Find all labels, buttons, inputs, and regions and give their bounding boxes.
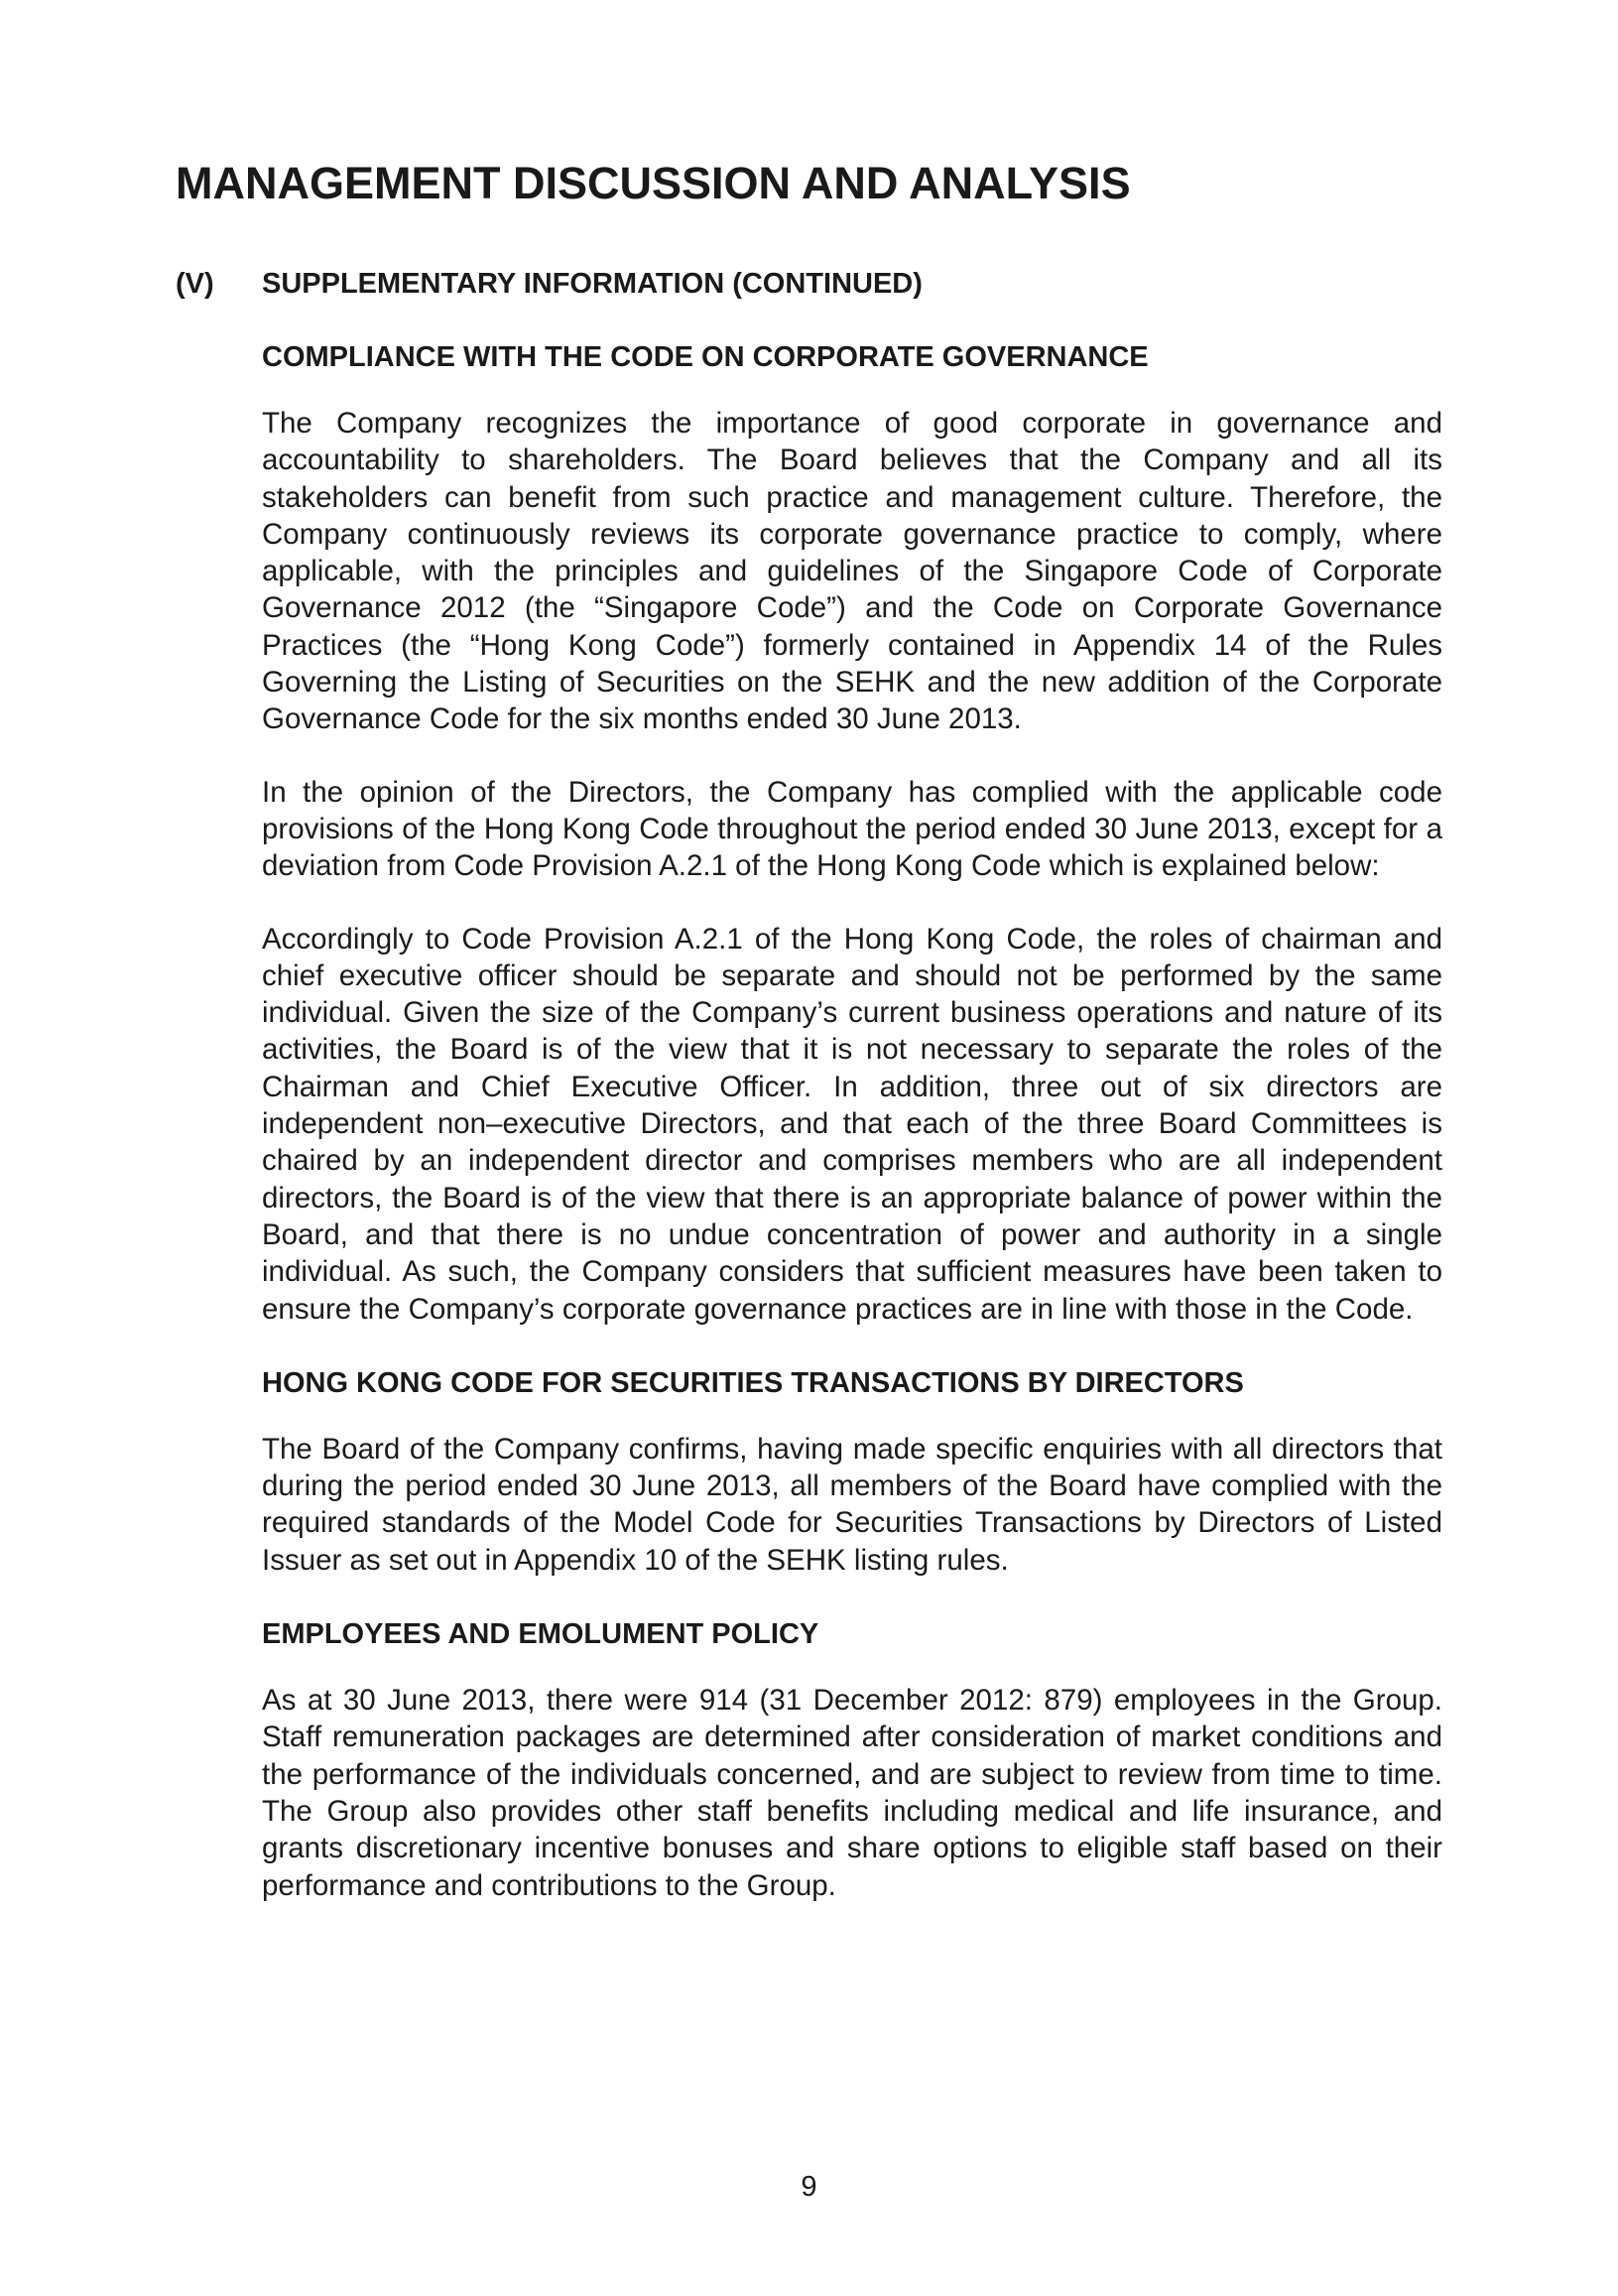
paragraph-model-code: The Board of the Company confirms, having made specific enquiries with all directors that during the period ended 30 June 2013, all members of the Board have complied with the required standards of the Model Code for Securities Transactions by Directors of Listed Issuer as set out in Appendix 10 of the SEHK listing rules. — [262, 1432, 1442, 1577]
page-title: MANAGEMENT DISCUSSION AND ANALYSIS — [176, 158, 1131, 208]
section-number: (V) — [176, 268, 214, 300]
section-title: SUPPLEMENTARY INFORMATION (CONTINUED) — [262, 268, 923, 300]
section-heading — [176, 264, 1455, 304]
subsection-heading-securities-transactions: HONG KONG CODE FOR SECURITIES TRANSACTIONS BY DIRECTORS — [262, 1366, 1244, 1399]
paragraph-directors-opinion: In the opinion of the Directors, the Company has complied with the applicable code provisions of the Hong Kong Code throughout the period ended 30 June 2013, except for a deviation from Code Provision A.2.1 of the Hong Kong Code which is explained below: — [262, 775, 1442, 883]
page-number: 9 — [801, 2171, 817, 2203]
paragraph-code-provision: Accordingly to Code Provision A.2.1 of the Hong Kong Code, the roles of chairman and chief executive officer should be separate and should not be performed by the same individual. Given the size of the Company’s current business operations and nature of its activities, the Board is of the view that it is not necessary to separate the roles of the Chairman and Chief Executive Officer. In addition, three out of six directors are independent non–executive Directors, and that each of the three Board Committees is chaired by an independent director and comprises members who are all independent directors, the Board is of the view that there is an appropriate balance of power within the Board, and that there is no undue concentration of power and authority in a single individual. As such, the Company considers that sufficient measures have been taken to ensure the Company’s corporate governance practices are in line with those in the Code. — [262, 922, 1442, 1326]
subsection-heading-employees: EMPLOYEES AND EMOLUMENT POLICY — [262, 1618, 819, 1651]
paragraph-employees: As at 30 June 2013, there were 914 (31 December 2012: 879) employees in the Group. Staff remuneration packages are determined after consideration of market conditions and the performance of the individuals concerned, and are subject to review from time to time. The Group also provides other staff benefits including medical and life insurance, and grants discretionary incentive bonuses and share options to eligible staff based on their performance and contributions to the Group. — [262, 1684, 1442, 1902]
subsection-heading-corporate-governance: COMPLIANCE WITH THE CODE ON CORPORATE GOVERNANCE — [262, 341, 1149, 373]
paragraph-governance-intro: The Company recognizes the importance of good corporate in governance and accountability to shareholders. The Board believes that the Company and all its stakeholders can benefit from such practice and management culture. Therefore, the Company continuously reviews its corporate governance practice to comply, where applicable, with the principles and guidelines of the Singapore Code of Corporate Governance 2012 (the “Singapore Code”) and the Code on Corporate Governance Practices (the “Hong Kong Code”) formerly contained in Appendix 14 of the Rules Governing the Listing of Securities on the SEHK and the new addition of the Corporate Governance Code for the six months ended 30 June 2013. — [262, 407, 1442, 736]
content-body — [262, 337, 1442, 1904]
